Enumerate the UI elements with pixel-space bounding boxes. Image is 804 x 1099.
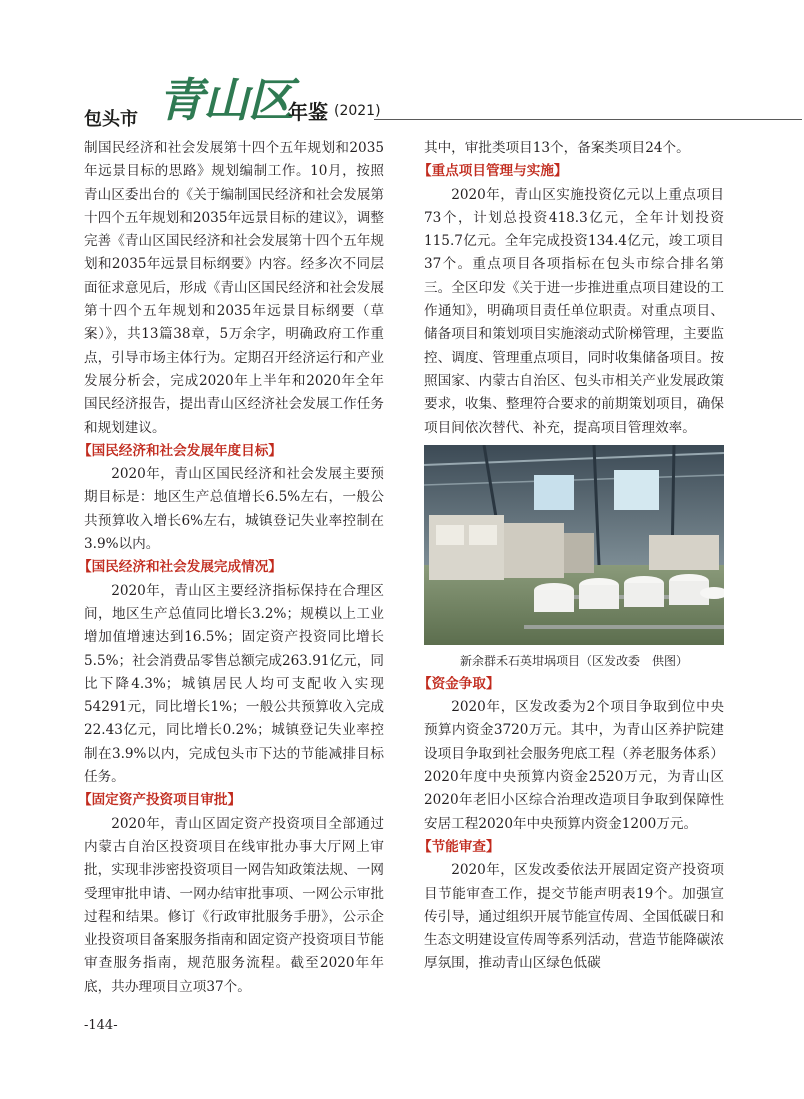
factory-photo [424,445,724,645]
header-yearbook: 年鉴 [288,100,328,124]
running-header [84,72,724,130]
section-heading: 【资金争取】 [418,675,500,692]
section-heading: 【重点项目管理与实施】 [418,163,568,180]
section-heading: 【国民经济和社会发展完成情况】 [78,559,282,576]
section-heading: 【节能审查】 [418,838,500,855]
paragraph: 2020年，青山区固定资产投资项目全部通过内蒙古自治区投资项目在线审批办事大厅网上审批，实现非涉密投资项目一网告知政策法规、一网受理审批申请、一网办结审批事项、一网公示审批过程和结果。修订《行政审批服务手册》，公示企业投资项目备案服务指南和固定资产投资项目节能审查服务指南，规范服务流程。截至2020年年底，共办理项目立项37个。 [84,815,384,995]
factory-photo-image [424,445,724,645]
paragraph: 2020年，青山区主要经济指标保持在合理区间，地区生产总值同比增长3.2%；规模以上工业增加值增速达到16.5%；固定资产投资同比增长5.5%；社会消费品零售总额完成263.91亿元，同比下降4.3%；城镇居民人均可支配收入实现54291元，同比增长1%；一般公共预算收入完成22.43亿元，同比增长0.2%；城镇登记失业率控制在3.9%以内，完成包头市下达的节能减排目标任务。 [84,582,384,786]
header-city: 包头市 [84,109,138,130]
section-heading: 【固定资产投资项目审批】 [78,792,242,809]
paragraph: 制国民经济和社会发展第十四个五年规划和2035年远景目标的思路》规划编制工作。10月，按照青山区委出台的《关于编制国民经济和社会发展第十四个五年规划和2035年远景目标的建议》，调整完善《青山区国民经济和社会发展第十四个五年规划和2035年远景目标纲要》内容。经多次不同层面征求意见后，形成《青山区国民经济和社会发展第十四个五年规划和2035年远景目标纲要（草案）》，共13篇38章，5万余字，明确政府工作重点，引导市场主体行为。定期召开经济运行和产业发展分析会，完成2020年上半年和2020年全年国民经济报告，提出青山区经济社会发展工作任务和规划建议。 [84,140,384,436]
photo-caption: 新余群禾石英坩埚项目（区发改委 供图） [459,653,688,668]
paragraph: 2020年，区发改委为2个项目争取到位中央预算内资金3720万元。其中，为青山区养护院建设项目争取到社会服务兜底工程（养老服务体系）2020年度中央预算内资金2520万元，为青山区2020年老旧小区综合治理改造项目争取到保障性安居工程2020年中央预算内资金1200万元。 [424,699,724,832]
paragraph: 其中，审批类项目13个，备案类项目24个。 [424,140,690,156]
section-heading: 【国民经济和社会发展年度目标】 [78,442,282,459]
paragraph: 2020年，区发改委依法开展固定资产投资项目节能审查工作，提交节能声明表19个。加强宣传引导，通过组织开展节能宣传周、全国低碳日和生态文明建设宣传周等系列活动，营造节能降碳浓厚氛围，推动青山区绿色低碳 [424,862,724,972]
page-number: -144- [84,1018,118,1033]
paragraph: 2020年，青山区实施投资亿元以上重点项目73个，计划总投资418.3亿元，全年计划投资115.7亿元。全年完成投资134.4亿元，竣工项目37个。重点项目各项指标在包头市综合排名第三。全区印发《关于进一步推进重点项目建设的工作通知》，明确项目责任单位职责。对重点项目、储备项目和策划项目实施滚动式阶梯管理，主要监控、调度、管理重点项目，同时收集储备项目。按照国家、内蒙古自治区、包头市相关产业发展政策要求，收集、整理符合要求的前期策划项目，确保项目间依次替代、补充，提高项目管理效率。 [424,186,724,436]
right-column [418,137,724,976]
header-brand-logo: 青山区 [158,73,293,127]
paragraph: 2020年，青山区国民经济和社会发展主要预期目标是：地区生产总值增长6.5%左右，一般公共预算收入增长6%左右，城镇登记失业率控制在3.9%以内。 [84,466,384,553]
left-column [78,137,384,999]
header-rule [374,119,802,120]
header-year: (2021) [334,103,381,119]
